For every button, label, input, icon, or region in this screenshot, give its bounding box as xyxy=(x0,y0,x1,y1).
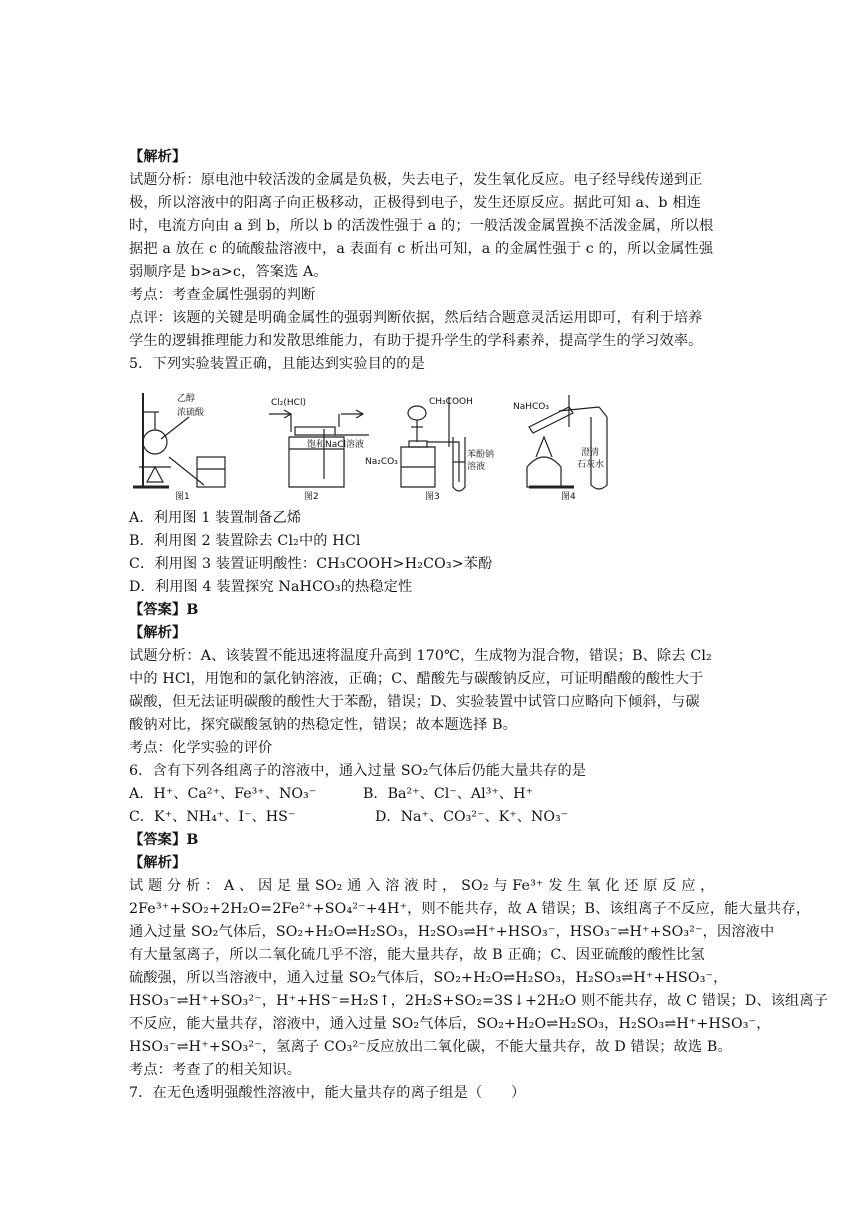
comment-line: 学生的逻辑推理能力和发散思维能力，有助于提升学生的学科素养，提高学生的学习效率。 xyxy=(129,333,703,349)
text-line: 极，所以溶液中的阳离子向正极移动，正极得到电子，发生还原反应。据此可知 a、b 相连 xyxy=(129,195,701,211)
q6-option-a: A．H⁺、Ca²⁺、Fe³⁺、NO₃⁻ xyxy=(129,786,317,802)
q6-option-b: B．Ba²⁺、Cl⁻、Al³⁺、H⁺ xyxy=(363,786,533,802)
text-line: 2Fe³⁺+SO₂+2H₂O=2Fe²⁺+SO₄²⁻+4H⁺，则不能共存，故 A 错误；B、该组离子不反应，能大量共存， xyxy=(129,901,811,917)
label-cl2-hcl: Cl₂(HCl) xyxy=(271,398,306,408)
option-b: B．利用图 2 装置除去 Cl₂中的 HCl xyxy=(129,533,361,549)
question-6-stem: 6．含有下列各组离子的溶液中，通入过量 SO₂气体后仍能大量共存的是 xyxy=(129,763,587,779)
apparatus-figure xyxy=(129,387,614,502)
label-clear: 澄清 xyxy=(581,448,600,458)
label-na2co3: Na₂CO₃ xyxy=(365,457,398,467)
option-a: A．利用图 1 装置制备乙烯 xyxy=(129,510,302,526)
text-line: 时，电流方向由 a 到 b，所以 b 的活泼性强于 a 的；一般活泼金属置换不活泼金属，所以根 xyxy=(129,218,714,234)
text-line: 据把 a 放在 c 的硫酸盐溶液中，a 表面有 c 析出可知，a 的金属性强于 c 的，所以金属性强 xyxy=(129,241,714,257)
label-solution: 溶液 xyxy=(467,462,486,472)
text-line: 试题分析：A、该装置不能迅速将温度升高到 170℃，生成物为混合物，错误；B、除去 Cl₂ xyxy=(129,648,712,664)
question-5-stem: 5．下列实验装置正确，且能达到实验目的的是 xyxy=(129,356,425,372)
label-ch3cooh: CH₃COOH xyxy=(429,397,473,407)
text-line: 试题分析：原电池中较活泼的金属是负极，失去电子，发生氧化反应。电子经导线传递到正 xyxy=(129,172,703,188)
label-conc-sulfuric: 浓硫酸 xyxy=(177,408,205,418)
label-phenolate: 苯酚钠 xyxy=(467,450,495,460)
text-line: 硫酸强，所以当溶液中，通入过量 SO₂气体后，SO₂+H₂O⇌H₂SO₃，H₂SO₃⇌H⁺+HSO₃⁻， xyxy=(129,970,728,986)
q6-option-d: D．Na⁺、CO₃²⁻、K⁺、NO₃⁻ xyxy=(375,809,569,825)
knowledge-point: 考点：考查了的相关知识。 xyxy=(129,1062,302,1078)
text-line: 弱顺序是 b>a>c，答案选 A。 xyxy=(129,264,328,280)
knowledge-point: 考点：考查金属性强弱的判断 xyxy=(129,287,316,303)
comment-line: 点评：该题的关键是明确金属性的强弱判断依据，然后结合题意灵活运用即可，有利于培养 xyxy=(129,310,703,326)
section-heading-analysis: 【解析】 xyxy=(129,855,187,871)
question-7-stem: 7．在无色透明强酸性溶液中，能大量共存的离子组是（ ） xyxy=(129,1085,526,1101)
text-line: 酸钠对比，探究碳酸氢钠的热稳定性，错误；故本题选择 B。 xyxy=(129,717,518,733)
label-sat-nacl: 饱和NaCl溶液 xyxy=(307,440,365,450)
option-c: C．利用图 3 装置证明酸性：CH₃COOH>H₂CO₃>苯酚 xyxy=(129,556,493,572)
text-line: 有大量氢离子，所以二氧化硫几乎不溶，能大量共存，故 B 正确；C、因亚硫酸的酸性比氢 xyxy=(129,947,705,963)
text-line: 碳酸，但无法证明碳酸的酸性大于苯酚，错误；D、实验装置中试管口应略向下倾斜，与碳 xyxy=(129,694,700,710)
q6-option-c: C．K⁺、NH₄⁺、I⁻、HS⁻ xyxy=(129,809,296,825)
caption-fig3: 图3 xyxy=(425,492,440,502)
answer: 【答案】B xyxy=(129,832,199,848)
caption-fig1: 图1 xyxy=(175,492,190,502)
label-ethanol: 乙醇 xyxy=(177,394,196,404)
text-line: 不反应，能大量共存，溶液中，通入过量 SO₂气体后，SO₂+H₂O⇌H₂SO₃，H₂SO₃⇌H⁺+HSO₃⁻， xyxy=(129,1016,771,1032)
text-line: 中的 HCl，用饱和的氯化钠溶液，正确；C、醋酸先与碳酸钠反应，可证明醋酸的酸性大于 xyxy=(129,671,704,687)
caption-fig4: 图4 xyxy=(561,492,576,502)
text-line: 通入过量 SO₂气体后，SO₂+H₂O⇌H₂SO₃，H₂SO₃⇌H⁺+HSO₃⁻，HSO₃⁻⇌H⁺+SO₃²⁻，因溶液中 xyxy=(129,924,775,940)
option-d: D．利用图 4 装置探究 NaHCO₃的热稳定性 xyxy=(129,579,413,595)
answer: 【答案】B xyxy=(129,602,199,618)
label-nahco3: NaHCO₃ xyxy=(513,402,549,412)
section-heading-analysis: 【解析】 xyxy=(129,625,187,641)
label-limewater: 石灰水 xyxy=(577,460,605,470)
knowledge-point: 考点：化学实验的评价 xyxy=(129,740,273,756)
text-line: HSO₃⁻⇌H⁺+SO₃²⁻，H⁺+HS⁻=H₂S↑，2H₂S+SO₂=3S↓+2H₂O 则不能共存，故 C 错误；D、该组离子 xyxy=(129,993,829,1009)
text-line: 试 题 分 析 ： A 、 因 足 量 SO₂ 通 入 溶 液 时 ， SO₂ 与 Fe³⁺ 发 生 氧 化 还 原 反 应 ， xyxy=(129,878,715,894)
caption-fig2: 图2 xyxy=(304,492,319,502)
text-line: HSO₃⁻⇌H⁺+SO₃²⁻，氢离子 CO₃²⁻反应放出二氧化碳，不能大量共存，故 D 错误；故选 B。 xyxy=(129,1039,732,1055)
section-heading-analysis: 【解析】 xyxy=(129,149,187,165)
